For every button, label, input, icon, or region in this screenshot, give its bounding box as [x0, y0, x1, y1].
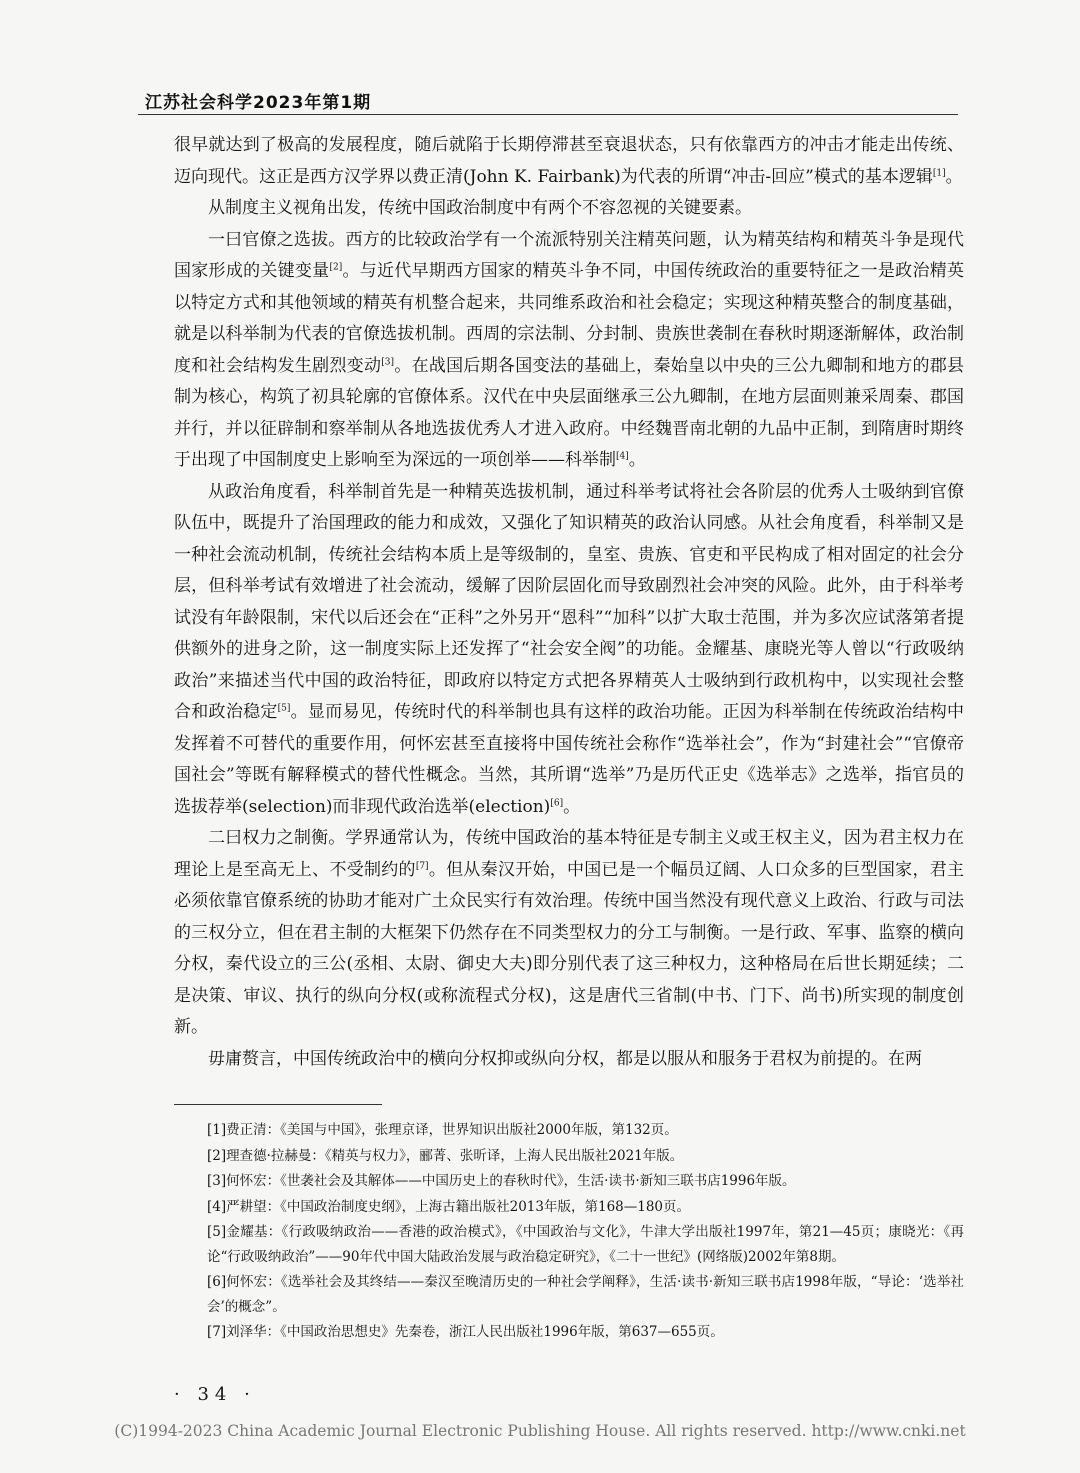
- footnote-rule: [174, 1104, 382, 1105]
- paragraph-3-text-c: 。在战国后期各国变法的基础上，秦始皇以中央的三公九卿制和地方的郡县制为核心，构筑了初具轮廓的官僚体系。汉代在中央层面继承三公九卿制，在地方层面则兼采周秦、郡国并行，并以征辟制和察举制从各地选拔优秀人才进入政府。中经魏晋南北朝的九品中正制，到隋唐时期终于出现了中国制度史上影响至为深远的一项创举——科举制: [174, 355, 965, 470]
- paragraph-5: [174, 823, 964, 1044]
- paragraph-1-end: 。: [945, 166, 963, 187]
- paragraph-6: 毋庸赘言，中国传统政治中的横向分权抑或纵向分权，都是以服从和服务于君权为前提的。在两: [208, 1048, 922, 1069]
- footnote-4: [4]严耕望：《中国政治制度史纲》，上海古籍出版社2013年版，第168—180页。: [207, 1198, 691, 1215]
- page-number: · 34 ·: [174, 1384, 256, 1405]
- paragraph-4-text-a: 从政治角度看，科举制首先是一种精英选拔机制，通过科举考试将社会各阶层的优秀人士吸纳到官僚队伍中，既提升了治国理政的能力和成效，又强化了知识精英的政治认同感。从社会角度看，科举制又是一种社会流动机制，传统社会结构本质上是等级制的，皇室、贵族、官吏和平民构成了相对固定的社会分层，但科举考试有效增进了社会流动，缓解了因阶层固化而导致剧烈社会冲突的风险。此外，由于科举考试没有年龄限制，宋代以后还会在“正科”之外另开“恩科”“加科”以扩大取士范围，并为多次应试落第者提供额外的进身之阶，这一制度实际上还发挥了“社会安全阀”的功能。金耀基、康晓光等人曾以“行政吸纳政治”来描述当代中国的政治特征，即政府以特定方式把各界精英人士吸纳到行政机构中，以实现社会整合和政治稳定: [174, 481, 964, 722]
- footnote-ref-4[interactable]: [4]: [616, 451, 629, 462]
- paragraph-3-end: 。: [628, 450, 646, 470]
- paragraph-2: 从制度主义视角出发，传统中国政治制度中有两个不容忽视的关键要素。: [208, 198, 752, 218]
- footnote-ref-2[interactable]: [2]: [329, 262, 343, 273]
- footnote-3: [3]何怀宏：《世袭社会及其解体——中国历史上的春秋时代》，生活·读书·新知三联书店1996年版。: [207, 1173, 796, 1189]
- footnote-ref-3[interactable]: [3]: [381, 356, 395, 367]
- footnote-ref-5[interactable]: [5]: [277, 703, 291, 714]
- copyright-notice: (C)1994-2023 China Academic Journal Electronic Publishing House. All rights reserved. http://www.cnki.net: [114, 1422, 966, 1440]
- footnote-1: [1]费正清：《美国与中国》，张理京译，世界知识出版社2000年版，第132页。: [207, 1122, 678, 1138]
- footnote-ref-7[interactable]: [7]: [415, 860, 429, 871]
- paragraph-5-text-a: 二曰权力之制衡。学界通常认为，传统中国政治的基本特征是专制主义或王权主义，因为君主权力在理论上是至高无上、不受制约的: [174, 828, 964, 880]
- paragraph-4: [174, 477, 964, 824]
- paragraph-4-end: 。: [563, 796, 581, 817]
- paragraph-3: [174, 225, 964, 477]
- paragraph-4-text-b: 。显而易见，传统时代的科举制也具有这样的政治功能。正因为科举制在传统政治结构中发挥着不可替代的重要作用，何怀宏甚至直接将中国传统社会称作“选举社会”，作为“封建社会”“官僚帝国社会”等既有解释模式的替代性概念。当然，其所谓“选举”乃是历代正史《选举志》之选举，指官员的选拔荐举(selection)而非现代政治选举(election): [174, 702, 965, 817]
- paragraph-1-text: 很早就达到了极高的发展程度，随后就陷于长期停滞甚至衰退状态，只有依靠西方的冲击才能走出传统、迈向现代。这正是西方汉学界以费正清(John K. Fairbank)为代表的所谓“冲击-回应”模式的基本逻辑: [174, 135, 964, 187]
- footnotes: [174, 1118, 964, 1346]
- footnote-6: [6]何怀宏：《选举社会及其终结——秦汉至晚清历史的一种社会学阐释》，生活·读书·新知三联书店1998年版，“导论：‘选举社会’的概念”。: [207, 1274, 964, 1315]
- journal-header: 江苏社会科学2023年第1期: [145, 93, 372, 113]
- article-body: [174, 130, 964, 1075]
- paragraph-3-text-b: 。与近代早期西方国家的精英斗争不同，中国传统政治的重要特征之一是政治精英以特定方式和其他领域的精英有机整合起来，共同维系政治和社会稳定；实现这种精英整合的制度基础，就是以科举制为代表的官僚选拔机制。西周的宗法制、分封制、贵族世袭制在春秋时期逐渐解体，政治制度和社会结构发生剧烈变动: [174, 261, 965, 376]
- paragraph-5-text-b: 。但从秦汉开始，中国已是一个幅员辽阔、人口众多的巨型国家，君主必须依靠官僚系统的协助才能对广土众民实行有效治理。传统中国当然没有现代意义上政治、行政与司法的三权分立，但在君主制的大框架下仍然存在不同类型权力的分工与制衡。一是行政、军事、监察的横向分权，秦代设立的三公(丞相、太尉、御史大夫)即分别代表了这三种权力，这种格局在后世长期延续；二是决策、审议、执行的纵向分权(或称流程式分权)，这是唐代三省制(中书、门下、尚书)所实现的制度创新。: [174, 859, 965, 1037]
- footnote-ref-6[interactable]: [6]: [550, 797, 564, 808]
- footnote-5: [5]金耀基：《行政吸纳政治——香港的政治模式》，《中国政治与文化》，牛津大学出版社1997年，第21—45页；康晓光：《再论“行政吸纳政治”——90年代中国大陆政治发展与政治稳定研究》，《二十一世纪》(网络版)2002年第8期。: [207, 1224, 964, 1265]
- footnote-2: [2]理查德·拉赫曼：《精英与权力》，郦菁、张昕译，上海人民出版社2021年版。: [207, 1147, 684, 1164]
- footnote-ref-1[interactable]: [1]: [932, 167, 946, 178]
- footnote-7: [7]刘泽华：《中国政治思想史》先秦卷，浙江人民出版社1996年版，第637—655页。: [207, 1324, 724, 1340]
- header-rule: [138, 114, 958, 115]
- paragraph-1: [174, 130, 964, 193]
- paragraph-3-text-a: 一曰官僚之选拔。西方的比较政治学有一个流派特别关注精英问题，认为精英结构和精英斗争是现代国家形成的关键变量: [174, 229, 964, 281]
